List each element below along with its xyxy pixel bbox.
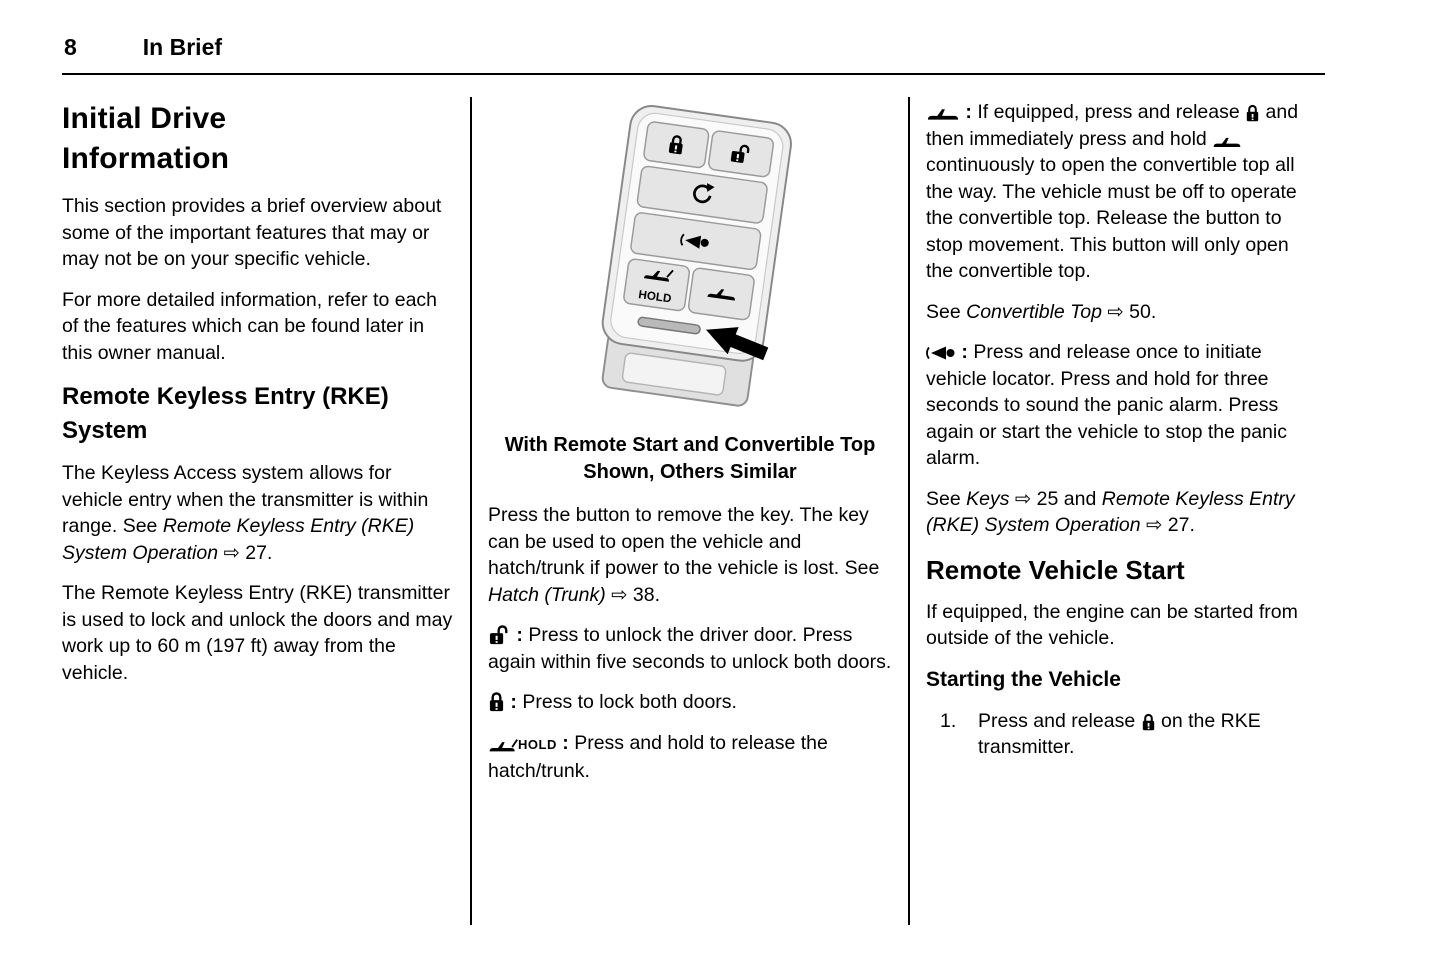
column-left — [62, 97, 454, 925]
see-keys-paragraph — [926, 486, 1318, 539]
column-right — [926, 97, 1318, 925]
step-1-text-2: on the RKE transmitter. — [978, 709, 1261, 758]
horn-icon — [926, 344, 956, 362]
heading-initial-drive-information: Initial Drive Information — [62, 102, 230, 175]
colon-separator: : — [956, 341, 974, 363]
rke-paragraph-1 — [62, 460, 454, 566]
convertible-instruction-text-2: and then immediately press and hold — [926, 101, 1299, 150]
convertible-top-icon — [926, 106, 960, 122]
heading-starting-the-vehicle: Starting the Vehicle — [926, 667, 1121, 691]
vehicle-locator-instruction-text: Press and release once to initiate vehicle locator. Press and hold for three seconds to sound the panic alarm. Press again or start the vehicle to stop the panic alarm. — [926, 341, 1287, 469]
vehicle-locator-instruction — [926, 339, 1318, 472]
column-divider-right — [908, 97, 910, 925]
page-reference-25: ⇨ 25 and — [1009, 487, 1102, 510]
figure-caption: With Remote Start and Convertible Top Shown, Others Similar — [504, 434, 876, 483]
section-title: In Brief — [142, 34, 223, 60]
key-fob-illustration — [514, 99, 866, 421]
reference-hatch-trunk: Hatch (Trunk) — [488, 583, 606, 606]
intro-paragraph-1: This section provides a brief overview about some of the important features that may or may not be on your specific vehicle. — [62, 195, 442, 270]
lock-icon — [1141, 712, 1156, 731]
unlock-icon — [488, 623, 511, 645]
header-rule — [62, 73, 1325, 75]
rke-paragraph-1-text: The Keyless Access system allows for vehicle entry when the transmitter is within range. See — [62, 462, 429, 537]
page-reference-50: ⇨ 50. — [1102, 300, 1157, 323]
key-removal-paragraph — [488, 502, 892, 608]
see-convertible-top — [926, 299, 1318, 326]
convertible-top-icon — [1212, 135, 1242, 149]
hatch-open-icon — [488, 738, 518, 753]
lock-instruction-text: Press to lock both doors. — [522, 691, 737, 713]
colon-separator: : — [556, 731, 575, 754]
colon-separator: : — [960, 101, 978, 123]
convertible-instruction-text-1: If equipped, press and release — [977, 101, 1246, 123]
remote-vehicle-start-paragraph: If equipped, the engine can be started from outside of the vehicle. — [926, 600, 1298, 649]
reference-convertible-top: Convertible Top — [966, 300, 1102, 323]
heading-rke-system: Remote Keyless Entry (RKE) System — [62, 383, 389, 444]
three-column-layout — [62, 97, 1325, 925]
rke-paragraph-2: The Remote Keyless Entry (RKE) transmitter is used to lock and unlock the doors and may work up to 60 m (197 ft) away from the vehicle. — [62, 582, 453, 684]
hatch-hold-instruction-text: Press and hold to release the hatch/trunk. — [488, 731, 828, 782]
page-reference-27: ⇨ 27. — [1140, 514, 1195, 536]
page-reference-27: ⇨ 27. — [218, 541, 273, 564]
see-text: See — [926, 487, 967, 510]
reference-rke-system-operation: Remote Keyless Entry (RKE) System Operation — [62, 515, 415, 564]
rke-transmitter-figure — [488, 99, 892, 426]
fob-hold-label: HOLD — [637, 288, 673, 306]
key-removal-text: Press the button to remove the key. The key can be used to open the vehicle and hatch/trunk if power to the vehicle is lost. See — [488, 504, 880, 579]
colon-separator: : — [511, 624, 529, 646]
lock-icon — [1245, 103, 1260, 122]
lock-instruction — [488, 689, 892, 716]
unlock-instruction — [488, 622, 892, 675]
reference-rke-system-operation: Remote Keyless Entry (RKE) System Operation — [926, 487, 1295, 536]
reference-keys: Keys — [966, 487, 1010, 510]
heading-remote-vehicle-start: Remote Vehicle Start — [926, 554, 1185, 585]
step-number: 1. — [940, 709, 957, 732]
step-1 — [940, 708, 1318, 761]
hold-label: HOLD — [518, 736, 557, 752]
page-number: 8 — [64, 34, 77, 60]
lock-icon — [488, 690, 505, 712]
unlock-instruction-text: Press to unlock the driver door. Press again within five seconds to unlock both doors. — [488, 624, 892, 673]
page-header — [62, 34, 1325, 61]
hatch-hold-instruction — [488, 730, 892, 785]
convertible-top-instruction — [926, 99, 1318, 285]
intro-paragraph-2: For more detailed information, refer to each of the features which can be found later in this owner manual. — [62, 288, 438, 364]
see-text: See — [926, 300, 967, 323]
page-reference-38: ⇨ 38. — [605, 583, 661, 606]
step-1-body — [978, 708, 1318, 761]
convertible-instruction-text-3: continuously to open the convertible top all the way. The vehicle must be off to operate the convertible top. Release the button to stop movement. This button will only open the convertible top. — [926, 154, 1297, 282]
column-divider-left — [470, 97, 472, 925]
colon-separator: : — [505, 691, 523, 713]
column-middle — [488, 97, 892, 925]
step-1-text-1: Press and release — [978, 709, 1141, 732]
